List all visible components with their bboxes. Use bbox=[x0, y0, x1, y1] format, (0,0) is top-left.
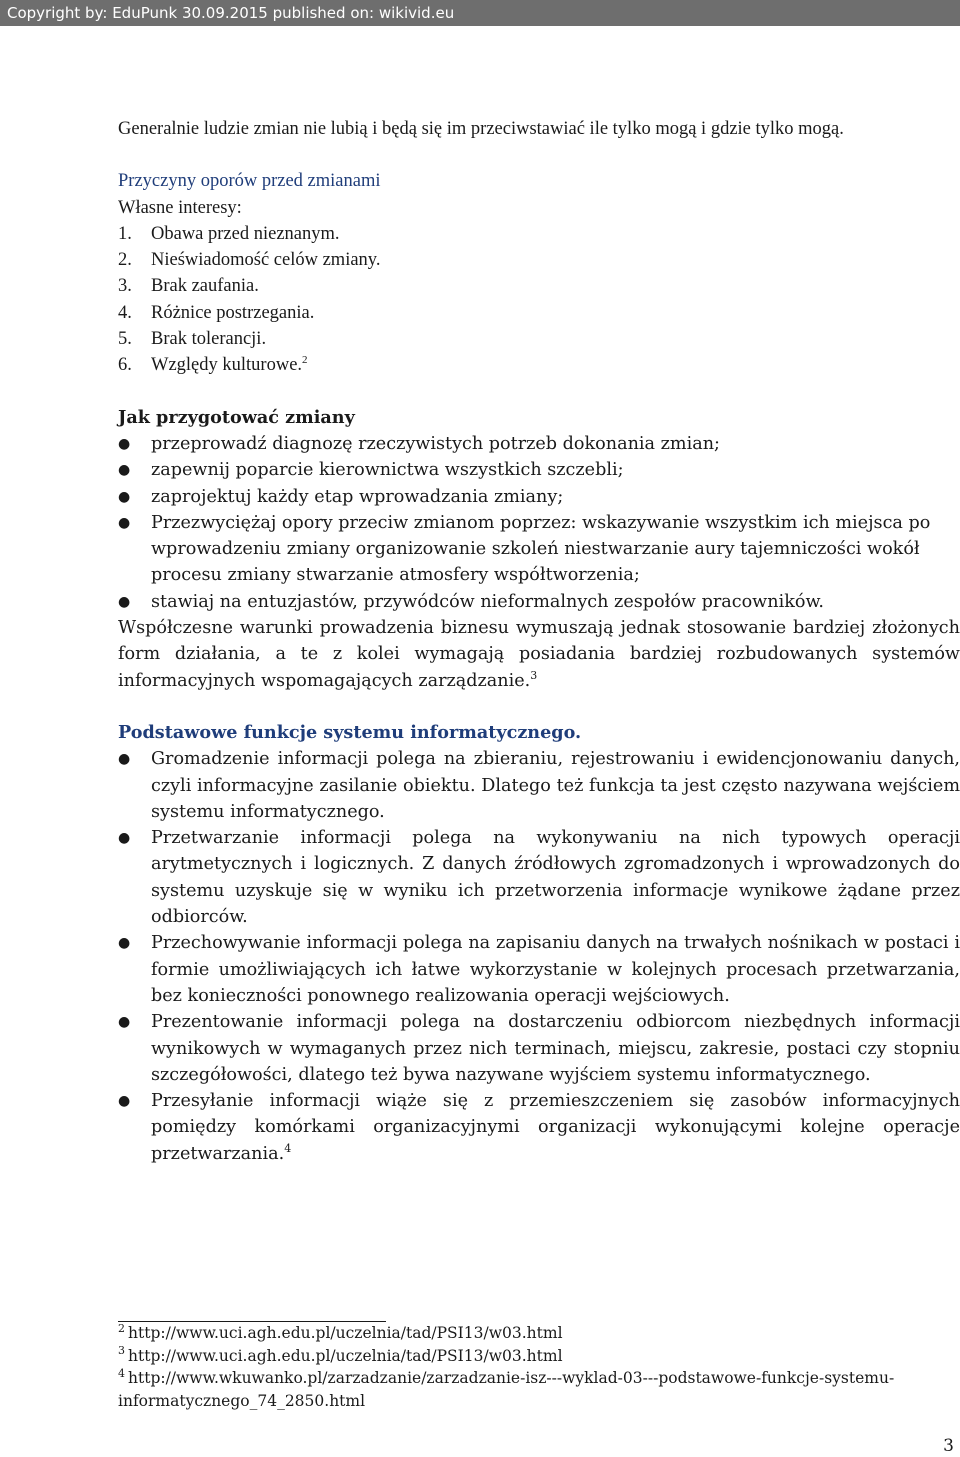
bullet-icon: ● bbox=[118, 462, 131, 479]
bullet-icon: ● bbox=[118, 751, 131, 768]
bullet-icon: ● bbox=[118, 435, 131, 452]
intro-paragraph: Generalnie ludzie zmian nie lubią i będą się im przeciwstawiać ile tylko mogą i gdzie tylko mogą. bbox=[118, 119, 844, 139]
footnote: $^4$ http://www.wkuwanko.pl/zarzadzanie/zarzadzanie-isz---wyklad-03---podstawowe-funkcje-systemu-informatycznego_74_2850.html bbox=[118, 1366, 895, 1410]
copyright-bar bbox=[0, 0, 960, 26]
functions-list bbox=[118, 746, 960, 1167]
page-number: 3 bbox=[943, 1436, 954, 1456]
list-item: 6. Względy kulturowe.$^2$ bbox=[118, 354, 308, 376]
bullet-icon: ● bbox=[118, 830, 131, 847]
list-item: ● Przetwarzanie informacji polega na wykonywaniu na nich typowych operacji arytmetycznych i logicznych. Z danych źródłowych zgromadzonych i wprowadzonych do systemu uzyskuje się w wyniku ich przetworzenia informacje wynikowe żądane przez odbiorców. bbox=[118, 825, 960, 930]
bullet-icon: ● bbox=[118, 1093, 131, 1110]
list-item: 3. Brak zaufania. bbox=[118, 276, 259, 297]
footnote-link[interactable]: http://www.wkuwanko.pl/zarzadzanie/zarzadzanie-isz---wyklad-03---podstawowe-funkcje-systemu-informatycznego_74_2850.html bbox=[118, 1369, 895, 1410]
functions-heading: Podstawowe funkcje systemu informatycznego. bbox=[118, 721, 582, 743]
list-item: ● zapewnij poparcie kierownictwa wszystkich szczebli; bbox=[118, 457, 960, 483]
business-paragraph: Współczesne warunki prowadzenia biznesu wymuszają jednak stosowanie bardziej złożonych form działania, a te z kolei wymagają posiadania bardziej rozbudowanych systemów informacyjnych wspomagających zarządzanie.$^3$ bbox=[118, 618, 960, 691]
bullet-icon: ● bbox=[118, 935, 131, 952]
footnote-link[interactable]: http://www.uci.agh.edu.pl/uczelnia/tad/PSI13/w03.html bbox=[128, 1324, 563, 1342]
bullet-icon: ● bbox=[118, 593, 131, 610]
list-item: ● stawiaj na entuzjastów, przywódców nieformalnych zespołów pracowników. bbox=[118, 589, 960, 615]
footnote-link[interactable]: http://www.uci.agh.edu.pl/uczelnia/tad/PSI13/w03.html bbox=[128, 1346, 563, 1365]
list-item: ● Przechowywanie informacji polega na zapisaniu danych na trwałych nośnikach w postaci i formie umożliwiających ich łatwe wykorzystanie w kolejnych procesach przetwarzania, bez konieczności ponownego realizowania operacji wejściowych. bbox=[118, 930, 960, 1009]
footnotes bbox=[118, 1322, 960, 1412]
list-item: 4. Różnice postrzegania. bbox=[118, 302, 315, 323]
footnote-ref[interactable]: 2 bbox=[302, 354, 308, 367]
footnote: $^2$ http://www.uci.agh.edu.pl/uczelnia/tad/PSI13/w03.html bbox=[118, 1321, 563, 1342]
resistance-heading: Przyczyny oporów przed zmianami bbox=[118, 171, 381, 192]
list-item: ● Prezentowanie informacji polega na dostarczeniu odbiorcom niezbędnych informacji wynikowych w wymaganych przez nich terminach, miejscu, zakresie, postaci czy stopniu szczegółowości, dlatego też bywa nazywane wyjściem systemu informatycznego. bbox=[118, 1009, 960, 1088]
bullet-icon: ● bbox=[118, 514, 131, 531]
prepare-heading: Jak przygotować zmiany bbox=[118, 406, 355, 428]
footnote-ref[interactable]: 3 bbox=[530, 668, 538, 682]
list-item: 5. Brak tolerancji. bbox=[118, 329, 267, 350]
list-item: 2. Nieświadomość celów zmiany. bbox=[118, 250, 381, 271]
list-item: ● przeprowadź diagnozę rzeczywistych potrzeb dokonania zmian; bbox=[118, 431, 960, 457]
prepare-list bbox=[118, 431, 960, 615]
list-item: ● Gromadzenie informacji polega na zbieraniu, rejestrowaniu i ewidencjonowaniu danych, czyli informacyjne zasilanie obiektu. Dlatego też funkcja ta jest często nazywana wejściem systemu informatycznego. bbox=[118, 746, 960, 825]
resistance-subheading: Własne interesy: bbox=[118, 197, 242, 218]
copyright-text: Copyright by: EduPunk 30.09.2015 published on: bbox=[7, 4, 379, 22]
bullet-icon: ● bbox=[118, 1014, 131, 1031]
footnote: $^3$ http://www.uci.agh.edu.pl/uczelnia/tad/PSI13/w03.html bbox=[118, 1344, 563, 1365]
page-content bbox=[118, 116, 960, 1167]
list-item: 1. Obawa przed nieznanym. bbox=[118, 223, 340, 244]
footnote-ref[interactable]: 4 bbox=[284, 1141, 292, 1155]
list-item: ● Przesyłanie informacji wiąże się z przemieszczeniem się zasobów informacyjnych pomiędzy komórkami organizacyjnymi organizacji wykonującymi kolejne operacje przetwarzania.$^4$ bbox=[118, 1088, 960, 1167]
wikivid-link[interactable]: wikivid.eu bbox=[378, 4, 455, 22]
resistance-list bbox=[118, 221, 960, 379]
list-item: ● Przezwyciężaj opory przeciw zmianom poprzez: wskazywanie wszystkim ich miejsca po wprowadzeniu zmiany organizowanie szkoleń niestwarzanie aury tajemniczości wokół procesu zmiany stwarzanie atmosfery współtworzenia; bbox=[118, 510, 960, 589]
bullet-icon: ● bbox=[118, 488, 131, 505]
list-item: ● zaprojektuj każdy etap wprowadzania zmiany; bbox=[118, 484, 960, 510]
